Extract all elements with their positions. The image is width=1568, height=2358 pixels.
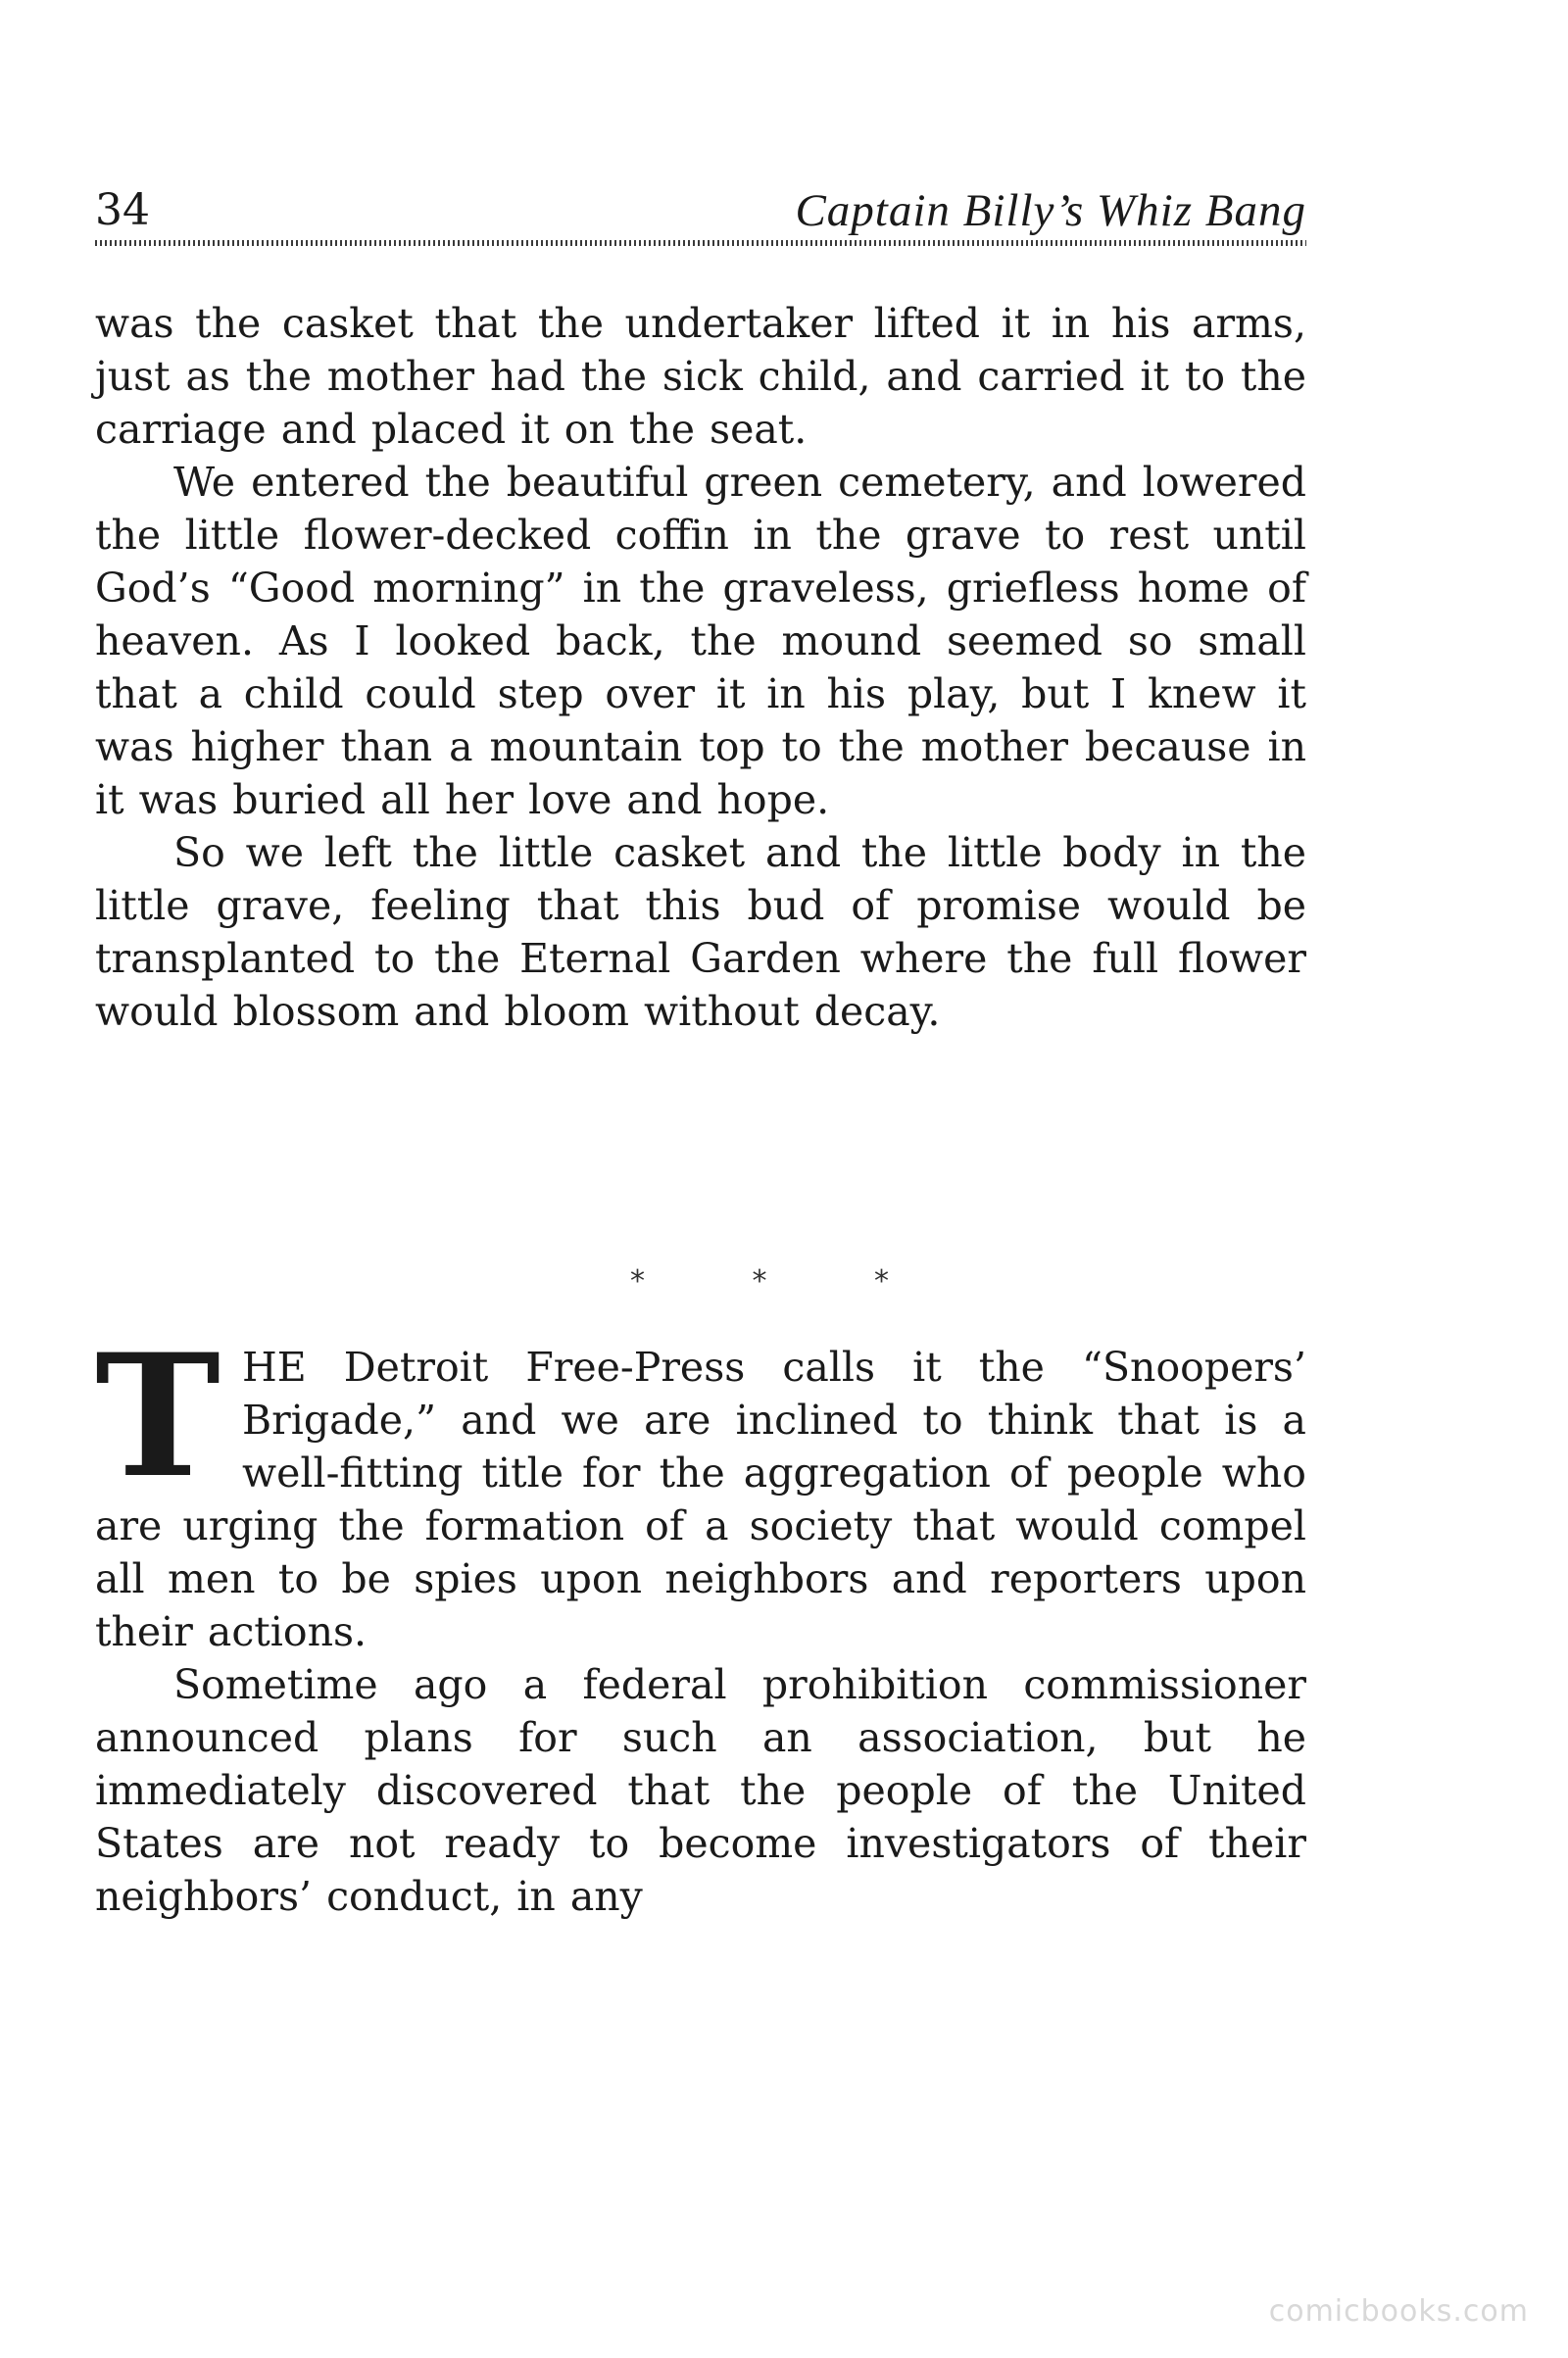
paragraph: We entered the beautiful green cemetery, and lowered the little flower-decked coffin in the grave to rest until God’s “Good morning” in the graveless, griefless home of heaven. As I looked back, the mound seemed so small that a child could step over it in his play, but I knew it was higher than a mountain top to the mother because in it was buried all her love and hope. [95, 459, 1306, 823]
section-separator: * * * [629, 1264, 939, 1299]
article-snoopers-brigade [95, 1316, 1306, 1923]
drop-cap: T [95, 1316, 220, 1515]
book-title: Captain Billy’s Whiz Bang [795, 185, 1306, 236]
running-head [95, 181, 1306, 240]
paragraph: was the casket that the undertaker lifted it in his arms, just as the mother had the sick child, and carried it to the carriage and placed it on the seat. [95, 300, 1306, 453]
page-number: 34 [95, 185, 150, 235]
paragraph-with-drop-cap [95, 1316, 1306, 1658]
paragraph: So we left the little casket and the little body in the little grave, feeling that this bud of promise would be transplanted to the Eternal Garden where the full flower would blossom and bloom without decay. [95, 829, 1306, 1035]
header-rule [95, 240, 1306, 246]
watermark: comicbooks.com [1268, 2294, 1529, 2329]
article-continued [95, 297, 1306, 1038]
paragraph: Sometime ago a federal prohibition commissioner announced plans for such an association, but he immediately discovered that the people of the United States are not ready to become investigators of their neighbors’ conduct, in any [95, 1661, 1306, 1920]
paragraph-text: HE Detroit Free-Press calls it the “Snoopers’ Brigade,” and we are inclined to think that is a well-fitting title for the aggregation of people who are urging the formation of a society that would compel all men to be spies upon neighbors and reporters upon their actions. [95, 1344, 1306, 1655]
